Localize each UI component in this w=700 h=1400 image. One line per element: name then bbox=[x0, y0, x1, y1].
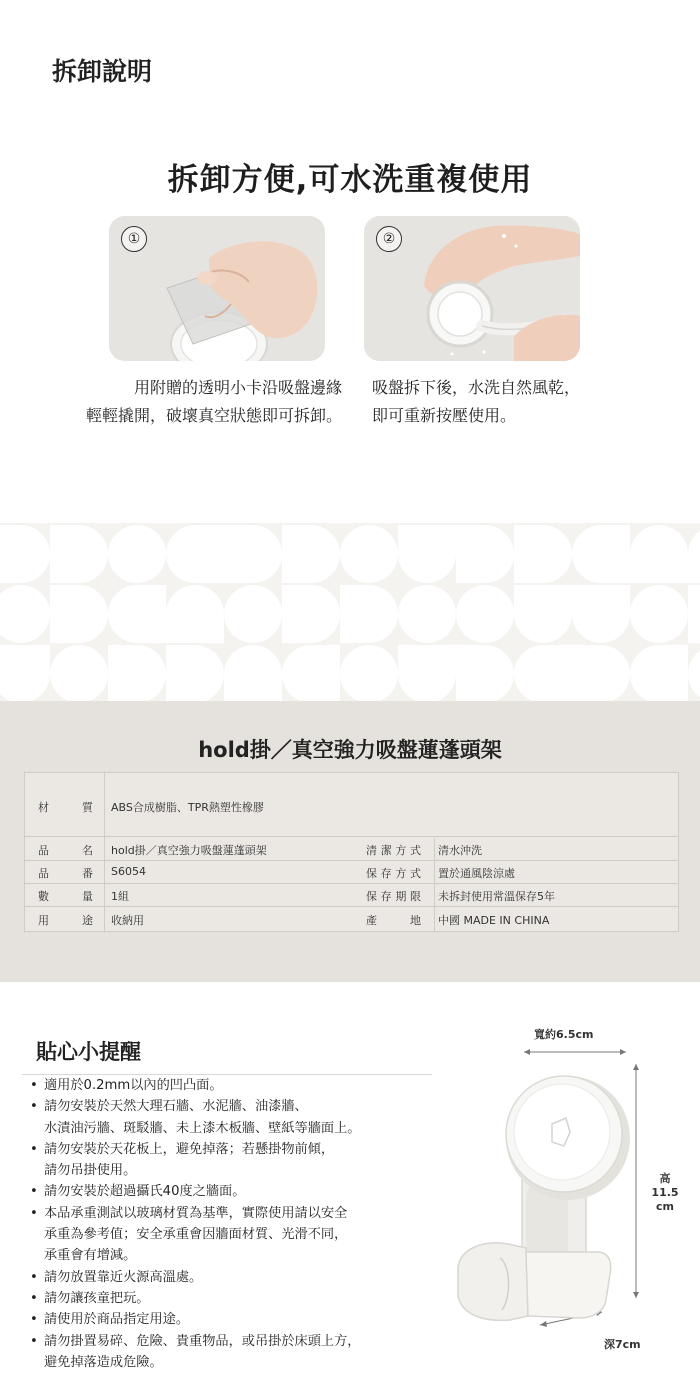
step-2-number: ② bbox=[376, 226, 402, 252]
table-row-divider bbox=[24, 836, 679, 837]
spec-value: 清水沖洗 bbox=[438, 844, 482, 857]
table-row-divider bbox=[24, 906, 679, 907]
spec-label: 品番 bbox=[38, 867, 93, 880]
pattern-shape bbox=[572, 525, 630, 583]
pattern-shape bbox=[50, 585, 108, 643]
pattern-shape bbox=[108, 525, 166, 583]
tip-line: • 請勿放置靠近火源高溫處。 bbox=[44, 1269, 203, 1285]
spec-label: 清潔方式 bbox=[366, 844, 421, 857]
spec-label: 數量 bbox=[38, 890, 93, 903]
spec-value: 置於通風陰涼處 bbox=[438, 867, 515, 880]
tip-item bbox=[28, 1309, 448, 1330]
pattern-shape bbox=[572, 585, 630, 643]
pattern-shape bbox=[108, 645, 166, 701]
spec-title: hold掛／真空強力吸盤蓮蓬頭架 bbox=[198, 738, 502, 762]
pattern-shape bbox=[688, 645, 700, 701]
step-1-caption-line: 輕輕撬開，破壞真空狀態即可拆卸。 bbox=[85, 406, 342, 425]
spec-value: 未拆封使用常溫保存5年 bbox=[438, 890, 555, 903]
pattern-shape bbox=[282, 645, 340, 701]
pattern-shape bbox=[398, 645, 456, 701]
pattern-shape bbox=[398, 525, 456, 583]
spec-label: 保存期限 bbox=[366, 890, 421, 903]
spec-label: 保存方式 bbox=[366, 867, 421, 880]
tip-line: 請勿吊掛使用。 bbox=[44, 1163, 137, 1179]
pattern-shape bbox=[688, 585, 700, 643]
height-dimension-label bbox=[648, 1172, 682, 1214]
pattern-shape bbox=[224, 585, 282, 643]
tips-list bbox=[28, 1075, 448, 1373]
tip-item bbox=[28, 1181, 448, 1202]
tip-line: • 適用於0.2mm以內的凹凸面。 bbox=[44, 1078, 223, 1093]
spec-label: 品名 bbox=[38, 844, 93, 857]
table-row-divider bbox=[24, 883, 679, 884]
spec-value: 中國 MADE IN CHINA bbox=[438, 914, 550, 927]
pattern-shape bbox=[282, 525, 340, 583]
spec-value: hold掛／真空強力吸盤蓮蓬頭架 bbox=[111, 844, 267, 857]
step-1-number: ① bbox=[121, 226, 147, 252]
pattern-shape bbox=[514, 585, 572, 643]
shower-holder-product bbox=[458, 1076, 630, 1320]
pattern-shape bbox=[224, 645, 282, 701]
pattern-shape bbox=[166, 525, 224, 583]
spec-label: 用途 bbox=[38, 914, 93, 927]
pattern-shape bbox=[572, 645, 630, 701]
pattern-shape bbox=[514, 645, 572, 701]
table-border bbox=[678, 772, 679, 932]
pattern-shape bbox=[398, 585, 456, 643]
pattern-shape bbox=[282, 585, 340, 643]
spec-value: S6054 bbox=[111, 865, 146, 878]
tip-line: 避免掉落造成危險。 bbox=[44, 1354, 163, 1370]
headline: 拆卸方便,可水洗重複使用 bbox=[167, 162, 533, 198]
step-2-caption-line: 吸盤拆下後，水洗自然風乾， bbox=[372, 378, 581, 397]
pattern-shape bbox=[0, 585, 50, 643]
tip-item bbox=[28, 1075, 448, 1096]
spec-table bbox=[24, 772, 679, 932]
tip-item bbox=[28, 1267, 448, 1288]
pattern-shape bbox=[108, 585, 166, 643]
table-row-divider bbox=[24, 860, 679, 861]
table-column-divider bbox=[434, 838, 435, 932]
tip-line: • 本品承重測試以玻璃材質為基準，實際使用請以安全 bbox=[44, 1205, 348, 1221]
tip-line: • 請勿掛置易碎、危險、貴重物品，或吊掛於床頭上方， bbox=[44, 1333, 361, 1349]
pattern-shape bbox=[340, 525, 398, 583]
pattern-shape bbox=[340, 645, 398, 701]
pattern-shape bbox=[456, 645, 514, 701]
spec-value-material: ABS合成樹脂、TPR熱塑性橡膠 bbox=[111, 801, 264, 814]
tip-line: 水漬油污牆、斑駁牆、未上漆木板牆、壁紙等牆面上。 bbox=[44, 1120, 361, 1136]
tips-title: 貼心小提醒 bbox=[36, 1040, 141, 1064]
geometric-pattern bbox=[0, 523, 700, 701]
pattern-shape bbox=[0, 645, 50, 701]
table-border bbox=[24, 772, 679, 773]
tip-item bbox=[28, 1331, 448, 1374]
tip-line: • 請勿安裝於天花板上，避免掉落；若懸掛物前傾， bbox=[44, 1141, 335, 1157]
pattern-shape bbox=[630, 585, 688, 643]
height-unit: cm bbox=[656, 1200, 674, 1213]
tip-line: 承重會有增減。 bbox=[44, 1248, 137, 1264]
width-dimension-label: 寬約6.5cm bbox=[534, 1028, 594, 1041]
table-border bbox=[24, 772, 25, 932]
tip-line: • 請勿安裝於超過攝氏40度之牆面。 bbox=[44, 1184, 246, 1200]
spec-value: 1組 bbox=[111, 890, 129, 903]
tip-item bbox=[28, 1139, 448, 1182]
pattern-shape bbox=[630, 525, 688, 583]
step-1-caption-line: 用附贈的透明小卡沿吸盤邊緣 bbox=[133, 378, 342, 397]
tip-line: • 請使用於商品指定用途。 bbox=[44, 1312, 190, 1328]
step-2-caption bbox=[372, 374, 632, 430]
pattern-shape bbox=[340, 585, 398, 643]
table-border bbox=[24, 931, 679, 932]
section-title: 拆卸說明 bbox=[52, 57, 153, 86]
tip-line: • 請勿讓孩童把玩。 bbox=[44, 1290, 150, 1306]
pattern-shape bbox=[50, 645, 108, 701]
spec-label-material: 材質 bbox=[38, 801, 93, 814]
height-label: 高 bbox=[659, 1172, 671, 1185]
pattern-shape bbox=[514, 525, 572, 583]
step-1-caption bbox=[80, 374, 342, 430]
pattern-shape bbox=[166, 645, 224, 701]
pattern-shape bbox=[688, 525, 700, 583]
table-column-divider bbox=[104, 772, 105, 932]
tip-item bbox=[28, 1096, 448, 1139]
pattern-shape bbox=[456, 525, 514, 583]
spec-value: 收納用 bbox=[111, 914, 144, 927]
decorative-pattern-band bbox=[0, 523, 700, 701]
depth-dimension-label: 深7cm bbox=[604, 1338, 641, 1351]
height-value: 11.5 bbox=[651, 1186, 679, 1199]
tip-line: • 請勿安裝於天然大理石牆、水泥牆、油漆牆、 bbox=[44, 1099, 308, 1115]
tip-line: 承重為參考值；安全承重會因牆面材質、光滑不同， bbox=[44, 1227, 348, 1243]
pattern-shape bbox=[0, 525, 50, 583]
step-1-photo bbox=[109, 216, 325, 361]
spec-label: 產地 bbox=[366, 914, 421, 927]
tip-item bbox=[28, 1203, 448, 1267]
pattern-shape bbox=[456, 585, 514, 643]
tip-item bbox=[28, 1288, 448, 1309]
step-2-caption-line: 即可重新按壓使用。 bbox=[372, 406, 517, 425]
pattern-shape bbox=[224, 525, 282, 583]
pattern-shape bbox=[50, 525, 108, 583]
step-2-photo bbox=[364, 216, 580, 361]
pattern-shape bbox=[166, 585, 224, 643]
pattern-shape bbox=[630, 645, 688, 701]
